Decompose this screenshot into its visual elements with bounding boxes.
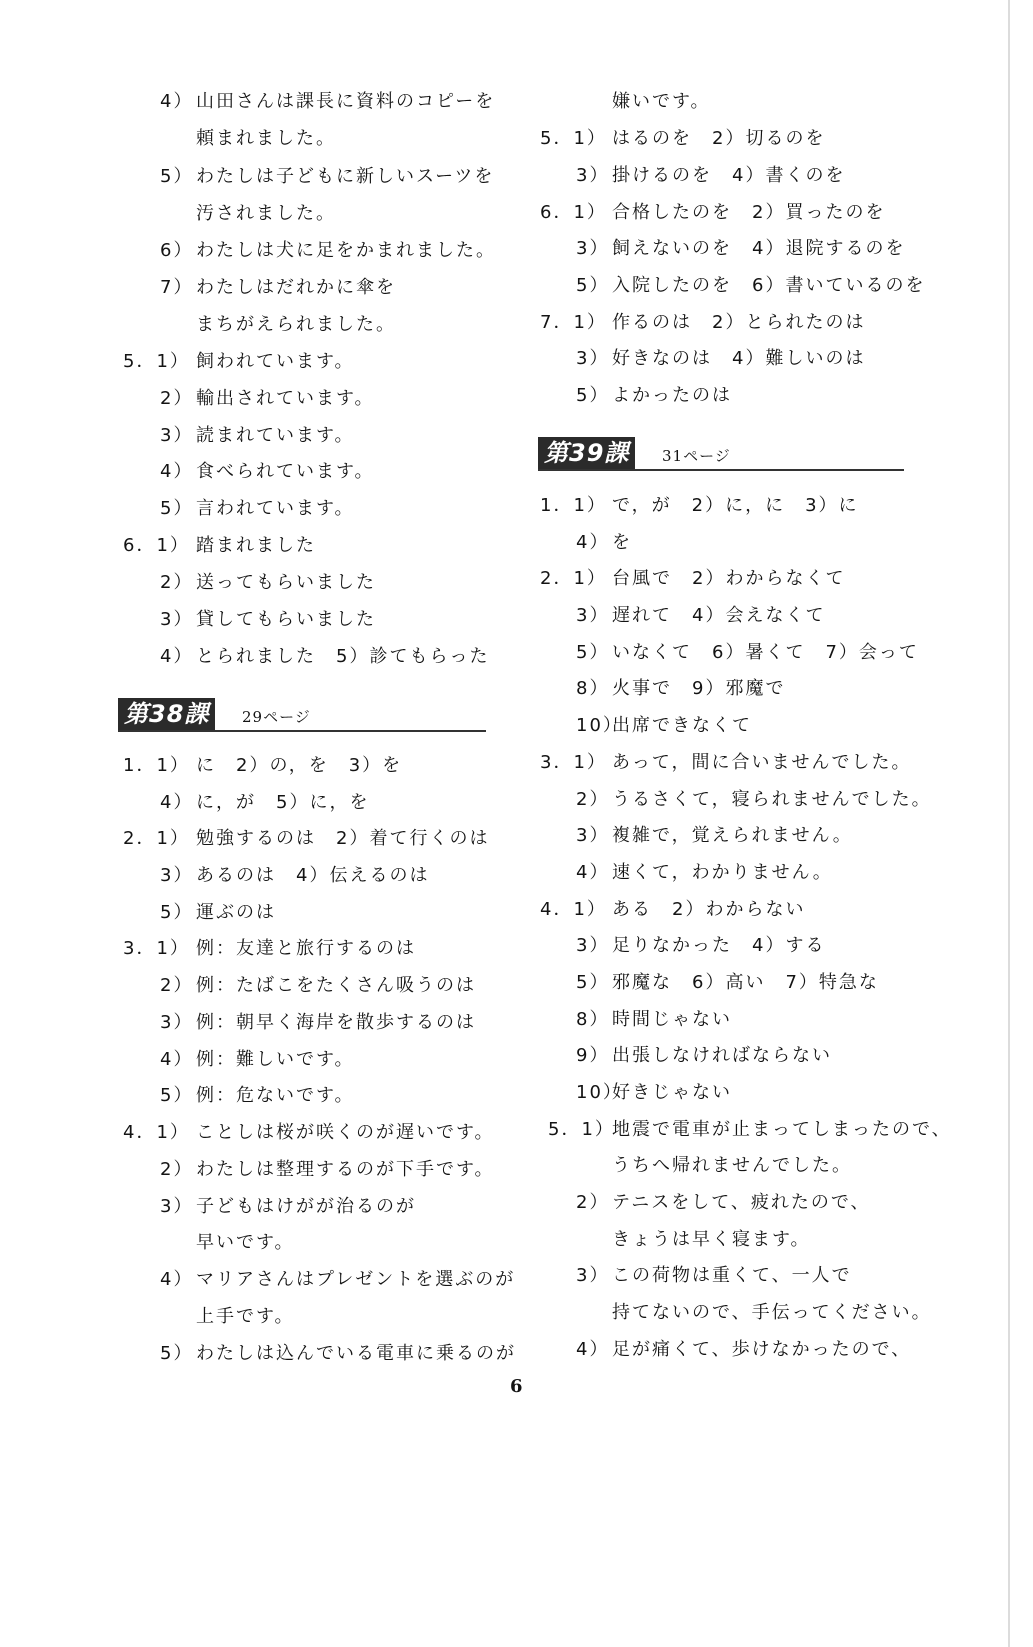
answer-line: 2） 送ってもらいました bbox=[160, 572, 376, 593]
answer-line: 5） わたしは込んでいる電車に乗るのが bbox=[160, 1343, 516, 1364]
answer-line: 5） 入院したのを 6）書いているのを bbox=[576, 275, 926, 296]
answer-line: 6．1） 合格したのを 2）買ったのを bbox=[540, 202, 886, 223]
answer-line: 5） よかったのは bbox=[576, 385, 732, 406]
answer-line: 8） 火事で 9）邪魔で bbox=[576, 678, 786, 699]
answer-line: 3） 飼えないのを 4）退院するのを bbox=[576, 238, 906, 259]
answer-line: 嫌いです。 bbox=[612, 91, 711, 112]
answer-line: 3） 遅れて 4）会えなくて bbox=[576, 605, 826, 626]
answer-line: 4．1） ある 2）わからない bbox=[540, 899, 806, 920]
answer-line: 6） わたしは犬に足をかまれました。 bbox=[160, 240, 496, 261]
answer-line: 6．1） 踏まれました bbox=[123, 535, 316, 556]
answer-line: 3） 例：朝早く海岸を散歩するのは bbox=[160, 1012, 476, 1033]
answer-line: 1．1） に 2）の，を 3）を bbox=[123, 755, 403, 776]
answer-line: 4） 山田さんは課長に資料のコピーを bbox=[160, 91, 496, 112]
answer-line: 3．1） あって，間に合いませんでした。 bbox=[540, 752, 912, 773]
lesson-39-page-ref: 31ページ bbox=[662, 447, 731, 465]
answer-line: 4） 足が痛くて、歩けなかったので、 bbox=[576, 1339, 912, 1360]
answer-line: 5） 運ぶのは bbox=[160, 902, 276, 923]
scan-edge bbox=[1008, 0, 1010, 1647]
answer-line: 5．1）地震で電車が止まってしまったので、 bbox=[548, 1119, 952, 1140]
answer-line: 10）好きじゃない bbox=[576, 1082, 732, 1103]
answer-line: 2．1） 勉強するのは 2）着て行くのは bbox=[123, 828, 490, 849]
answer-line: 上手です。 bbox=[196, 1306, 295, 1327]
answer-line: 9） 出張しなければならない bbox=[576, 1045, 832, 1066]
answer-line: 4．1） ことしは桜が咲くのが遅いです。 bbox=[123, 1122, 495, 1143]
answer-line: きょうは早く寝ます。 bbox=[612, 1229, 811, 1250]
answer-line: 5） わたしは子どもに新しいスーツを bbox=[160, 166, 495, 187]
answer-line: 7．1） 作るのは 2）とられたのは bbox=[540, 312, 866, 333]
answer-line: 3） 好きなのは 4）難しいのは bbox=[576, 348, 866, 369]
answer-line: 4） 例：難しいです。 bbox=[160, 1049, 355, 1070]
answer-line: 3） 読まれています。 bbox=[160, 425, 355, 446]
lesson-38-page-ref: 29ページ bbox=[242, 708, 311, 726]
answer-line: 4） を bbox=[576, 532, 632, 553]
heading-rule bbox=[538, 469, 904, 471]
answer-line: 2．1） 台風で 2）わからなくて bbox=[540, 568, 846, 589]
answer-line: 4） に，が 5）に，を bbox=[160, 792, 370, 813]
answer-line: 5．1） はるのを 2）切るのを bbox=[540, 128, 826, 149]
answer-line: 4） 速くて，わかりません。 bbox=[576, 862, 833, 883]
answer-line: 3） 複雑で，覚えられません。 bbox=[576, 825, 853, 846]
answer-line: 早いです。 bbox=[196, 1232, 295, 1253]
answer-line: 4） 食べられています。 bbox=[160, 461, 375, 482]
answer-line: 7） わたしはだれかに傘を bbox=[160, 277, 396, 298]
answer-line: 2） 例：たばこをたくさん吸うのは bbox=[160, 975, 476, 996]
lesson-38-title: 第38課 bbox=[118, 698, 215, 730]
answer-line: 3） 子どもはけがが治るのが bbox=[160, 1196, 416, 1217]
lesson-39-heading bbox=[538, 437, 904, 471]
answer-line: 3．1） 例：友達と旅行するのは bbox=[123, 938, 416, 959]
answer-line: 3） この荷物は重くて、一人で bbox=[576, 1265, 852, 1286]
answer-line: 汚されました。 bbox=[196, 203, 336, 224]
answer-line: 5） 言われています。 bbox=[160, 498, 355, 519]
answer-line: 3） あるのは 4）伝えるのは bbox=[160, 865, 430, 886]
answer-line: 3） 足りなかった 4）する bbox=[576, 935, 826, 956]
answer-line: 1．1） で，が 2）に，に 3）に bbox=[540, 495, 859, 516]
answer-line: 3） 貸してもらいました bbox=[160, 609, 376, 630]
answer-line: 4） マリアさんはプレゼントを選ぶのが bbox=[160, 1269, 516, 1290]
lesson-39-title: 第39課 bbox=[538, 437, 635, 469]
answer-line: 2） テニスをして、疲れたので、 bbox=[576, 1192, 871, 1213]
answer-line: 8） 時間じゃない bbox=[576, 1009, 732, 1030]
answer-line: 4） とられました 5）診てもらった bbox=[160, 646, 490, 667]
lesson-38-heading bbox=[118, 698, 486, 732]
answer-line: 5） 例：危ないです。 bbox=[160, 1085, 355, 1106]
answer-line: まちがえられました。 bbox=[196, 314, 396, 335]
answer-line: 頼まれました。 bbox=[196, 128, 336, 149]
answer-line: 5） 邪魔な 6）高い 7）特急な bbox=[576, 972, 879, 993]
answer-line: 2） わたしは整理するのが下手です。 bbox=[160, 1159, 495, 1180]
answer-line: 2） うるさくて，寝られませんでした。 bbox=[576, 789, 932, 810]
answer-line: 10）出席できなくて bbox=[576, 715, 752, 736]
answer-line: うちへ帰れませんでした。 bbox=[612, 1155, 852, 1176]
answer-line: 5） いなくて 6）暑くて 7）会って bbox=[576, 642, 919, 663]
answer-line: 5．1） 飼われています。 bbox=[123, 351, 355, 372]
answer-line: 持てないので、手伝ってください。 bbox=[612, 1302, 932, 1323]
answer-line: 3） 掛けるのを 4）書くのを bbox=[576, 165, 846, 186]
page-number: 6 bbox=[510, 1376, 523, 1397]
answer-line: 2） 輸出されています。 bbox=[160, 388, 375, 409]
heading-rule bbox=[118, 730, 486, 732]
